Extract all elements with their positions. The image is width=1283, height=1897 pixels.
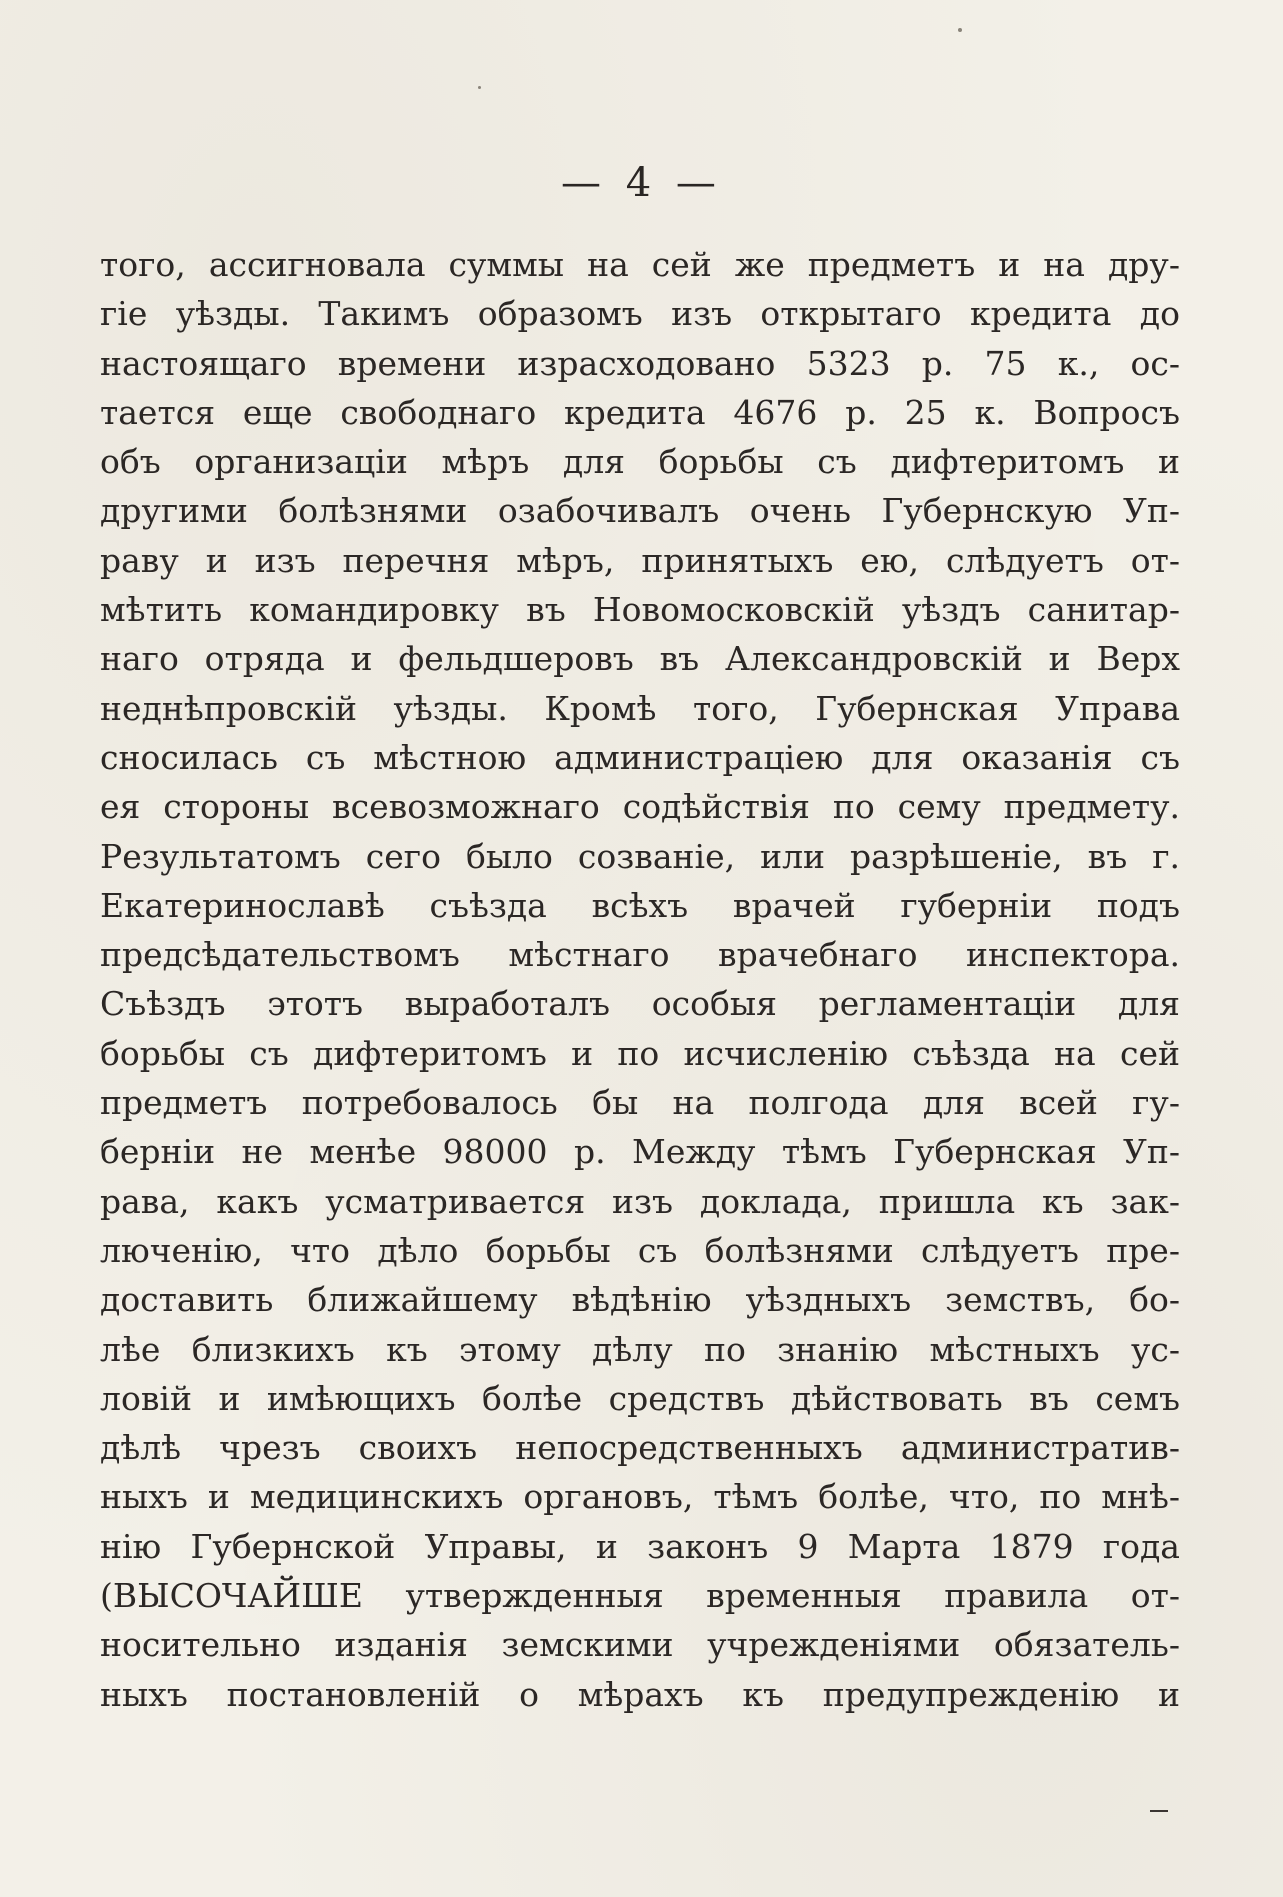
- text-line: другими болѣзнями озабочивалъ очень Губернскую Уп-: [100, 491, 1180, 531]
- print-dash-mark: [1150, 1810, 1168, 1812]
- page-number: — 4 —: [561, 160, 722, 206]
- text-line: Съѣздъ этотъ выработалъ особыя регламентаціи для: [100, 984, 1180, 1024]
- text-line: тается еще свободнаго кредита 4676 р. 25 к. Вопросъ: [100, 392, 1180, 432]
- text-line: ловій и имѣющихъ болѣе средствъ дѣйствовать въ семъ: [100, 1378, 1180, 1418]
- text-line: раву и изъ перечня мѣръ, принятыхъ ею, слѣдуетъ от-: [100, 540, 1180, 580]
- text-line: люченію, что дѣло борьбы съ болѣзнями слѣдуетъ пре-: [100, 1230, 1180, 1270]
- text-line: наго отряда и фельдшеровъ въ Александровскій и Верх: [100, 639, 1180, 679]
- print-speck: [958, 28, 962, 32]
- text-line: борьбы съ дифтеритомъ и по исчисленію съѣзда на сей: [100, 1033, 1180, 1073]
- text-line: настоящаго времени израсходовано 5323 р. 75 к., ос-: [100, 343, 1180, 383]
- text-line: мѣтить командировку въ Новомосковскій уѣздъ санитар-: [100, 590, 1180, 630]
- body-text: [100, 240, 1180, 1719]
- text-line: дѣлѣ чрезъ своихъ непосредственныхъ административ-: [100, 1428, 1180, 1468]
- text-line: ея стороны всевозможнаго содѣйствія по сему предмету.: [100, 787, 1180, 827]
- text-line: носительно изданія земскими учрежденіями обязатель-: [100, 1625, 1180, 1665]
- text-line: нію Губернской Управы, и законъ 9 Марта 1879 года: [100, 1526, 1180, 1566]
- text-line: Екатеринославѣ съѣзда всѣхъ врачей губерніи подъ: [100, 885, 1180, 925]
- text-line: рава, какъ усматривается изъ доклада, пришла къ зак-: [100, 1181, 1180, 1221]
- text-line: предметъ потребовалось бы на полгода для всей гу-: [100, 1083, 1180, 1123]
- text-line: того, ассигновала суммы на сей же предметъ и на дру-: [100, 245, 1180, 284]
- text-line: лѣе близкихъ къ этому дѣлу по знанію мѣстныхъ ус-: [100, 1329, 1180, 1369]
- text-line: ныхъ и медицинскихъ органовъ, тѣмъ болѣе, что, по мнѣ-: [100, 1477, 1180, 1517]
- text-line: Результатомъ сего было созваніе, или разрѣшеніе, въ г.: [100, 836, 1180, 876]
- text-line: неднѣпровскій уѣзды. Кромѣ того, Губернская Управа: [100, 688, 1180, 728]
- text-line: гіе уѣзды. Такимъ образомъ изъ открытаго кредита до: [100, 294, 1180, 334]
- print-speck: [478, 86, 481, 89]
- text-line: сносилась съ мѣстною администраціею для оказанія съ: [100, 737, 1180, 777]
- text-line: предсѣдательствомъ мѣстнаго врачебнаго инспектора.: [100, 935, 1180, 975]
- text-line: ныхъ постановленій о мѣрахъ къ предупрежденію и: [100, 1674, 1180, 1714]
- text-line: доставить ближайшему вѣдѣнію уѣздныхъ земствъ, бо-: [100, 1280, 1180, 1320]
- text-line: берніи не менѣе 98000 р. Между тѣмъ Губернская Уп-: [100, 1132, 1180, 1172]
- text-line: (ВЫСОЧАЙШЕ утвержденныя временныя правила от-: [100, 1576, 1180, 1616]
- text-line: объ организаціи мѣръ для борьбы съ дифтеритомъ и: [100, 442, 1180, 482]
